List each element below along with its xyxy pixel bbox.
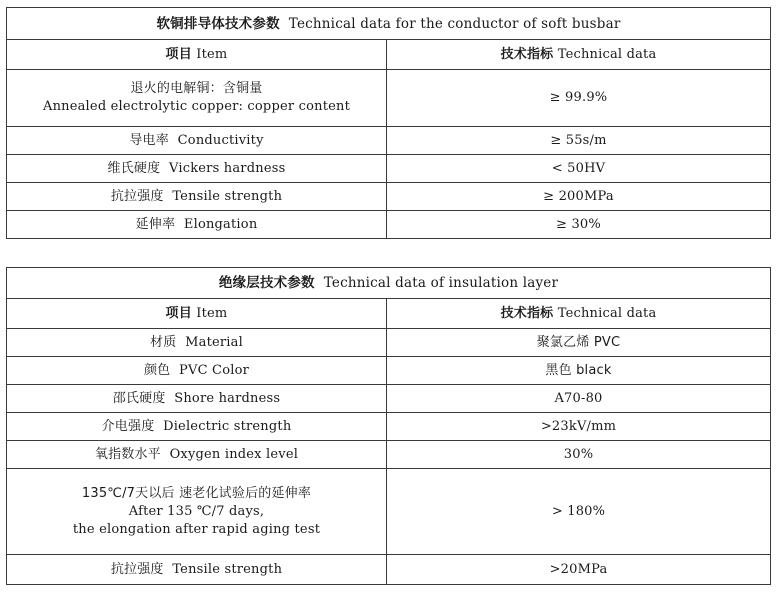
row-label [7, 441, 387, 469]
conductor-header-item [7, 40, 387, 70]
table-row [7, 441, 771, 469]
row-label-cn: 135℃/7天以后 速老化试验后的延伸率 [81, 485, 312, 501]
row-label-cn: 退火的电解铜：含铜量 [130, 81, 263, 96]
row-value: 黑色 black [387, 357, 771, 385]
row-label [7, 357, 387, 385]
row-label [7, 555, 387, 585]
table-row [7, 357, 771, 385]
insulation-title-en: Technical data of insulation layer [323, 275, 559, 291]
insulation-header-item [7, 299, 387, 329]
row-label-cn: 介电强度 [101, 418, 155, 434]
table-row [7, 555, 771, 585]
row-label-en: Shore hardness [174, 390, 281, 406]
row-value: 聚氯乙烯 PVC [387, 329, 771, 357]
row-label-cn: 抗拉强度 [110, 188, 164, 204]
row-label-en: Material [185, 334, 243, 350]
row-label-en: Annealed electrolytic copper: copper content [42, 99, 351, 114]
row-value: ≥ 99.9% [387, 70, 771, 127]
header-item-en: Item [196, 46, 228, 62]
row-label-cn: 氧指数水平 [94, 446, 161, 462]
conductor-header-data [387, 40, 771, 70]
conductor-title [7, 8, 771, 40]
row-value: 30% [387, 441, 771, 469]
insulation-title [7, 268, 771, 299]
row-label [7, 385, 387, 413]
row-value: >20MPa [387, 555, 771, 585]
insulation-header-data [387, 299, 771, 329]
row-label [7, 183, 387, 211]
row-label-cn: 导电率 [129, 132, 169, 148]
header-item-cn: 项目 [165, 305, 192, 321]
row-label-cn: 颜色 [143, 362, 171, 378]
row-label [7, 127, 387, 155]
table-row [7, 469, 771, 555]
header-item-en: Item [196, 305, 228, 321]
insulation-title-cn: 绝缘层技术参数 [218, 275, 315, 291]
row-label [7, 329, 387, 357]
row-value: < 50HV [387, 155, 771, 183]
row-label-en: Conductivity [177, 132, 264, 148]
table-row [7, 183, 771, 211]
header-data-cn: 技术指标 [500, 305, 554, 321]
table-row [7, 385, 771, 413]
row-label-en-line1: After 135 ℃/7 days, [128, 503, 265, 519]
row-value: > 180% [387, 469, 771, 555]
header-item-cn: 项目 [165, 46, 192, 62]
conductor-title-en: Technical data for the conductor of soft busbar [288, 15, 621, 32]
header-data-cn: 技术指标 [500, 46, 554, 62]
row-value: ≥ 200MPa [387, 183, 771, 211]
row-label-cn: 延伸率 [135, 216, 176, 232]
row-label [7, 70, 387, 127]
row-value: ≥ 55s/m [387, 127, 771, 155]
table-row [7, 127, 771, 155]
row-label [7, 211, 387, 239]
table-row [7, 70, 771, 127]
row-label-en-line2: the elongation after rapid aging test [72, 521, 321, 537]
insulation-table [6, 267, 771, 585]
table-row [7, 155, 771, 183]
row-value: ≥ 30% [387, 211, 771, 239]
row-label-en: Tensile strength [172, 188, 283, 204]
row-label-cn: 邵氏硬度 [112, 390, 166, 406]
table-row [7, 211, 771, 239]
row-label-cn: 维氏硬度 [107, 160, 161, 176]
row-label-en: PVC Color [179, 362, 250, 378]
row-label-en: Dielectric strength [163, 418, 292, 434]
row-label-en: Elongation [183, 216, 258, 232]
row-value: >23kV/mm [387, 413, 771, 441]
row-label-en: Vickers hardness [169, 160, 286, 176]
insulation-title-row [7, 268, 771, 299]
conductor-title-row [7, 8, 771, 40]
table-row [7, 329, 771, 357]
row-label [7, 469, 387, 555]
header-data-en: Technical data [557, 305, 657, 321]
row-label-en: Oxygen index level [169, 446, 299, 462]
row-label [7, 155, 387, 183]
table-row [7, 413, 771, 441]
insulation-header-row [7, 299, 771, 329]
row-label [7, 413, 387, 441]
row-value: A70-80 [387, 385, 771, 413]
header-data-en: Technical data [557, 46, 657, 62]
conductor-title-cn: 软铜排导体技术参数 [156, 15, 280, 32]
row-label-cn: 抗拉强度 [110, 561, 164, 577]
row-label-en: Tensile strength [172, 561, 283, 577]
conductor-header-row [7, 40, 771, 70]
row-label-cn: 材质 [150, 334, 177, 350]
conductor-table [6, 7, 771, 239]
